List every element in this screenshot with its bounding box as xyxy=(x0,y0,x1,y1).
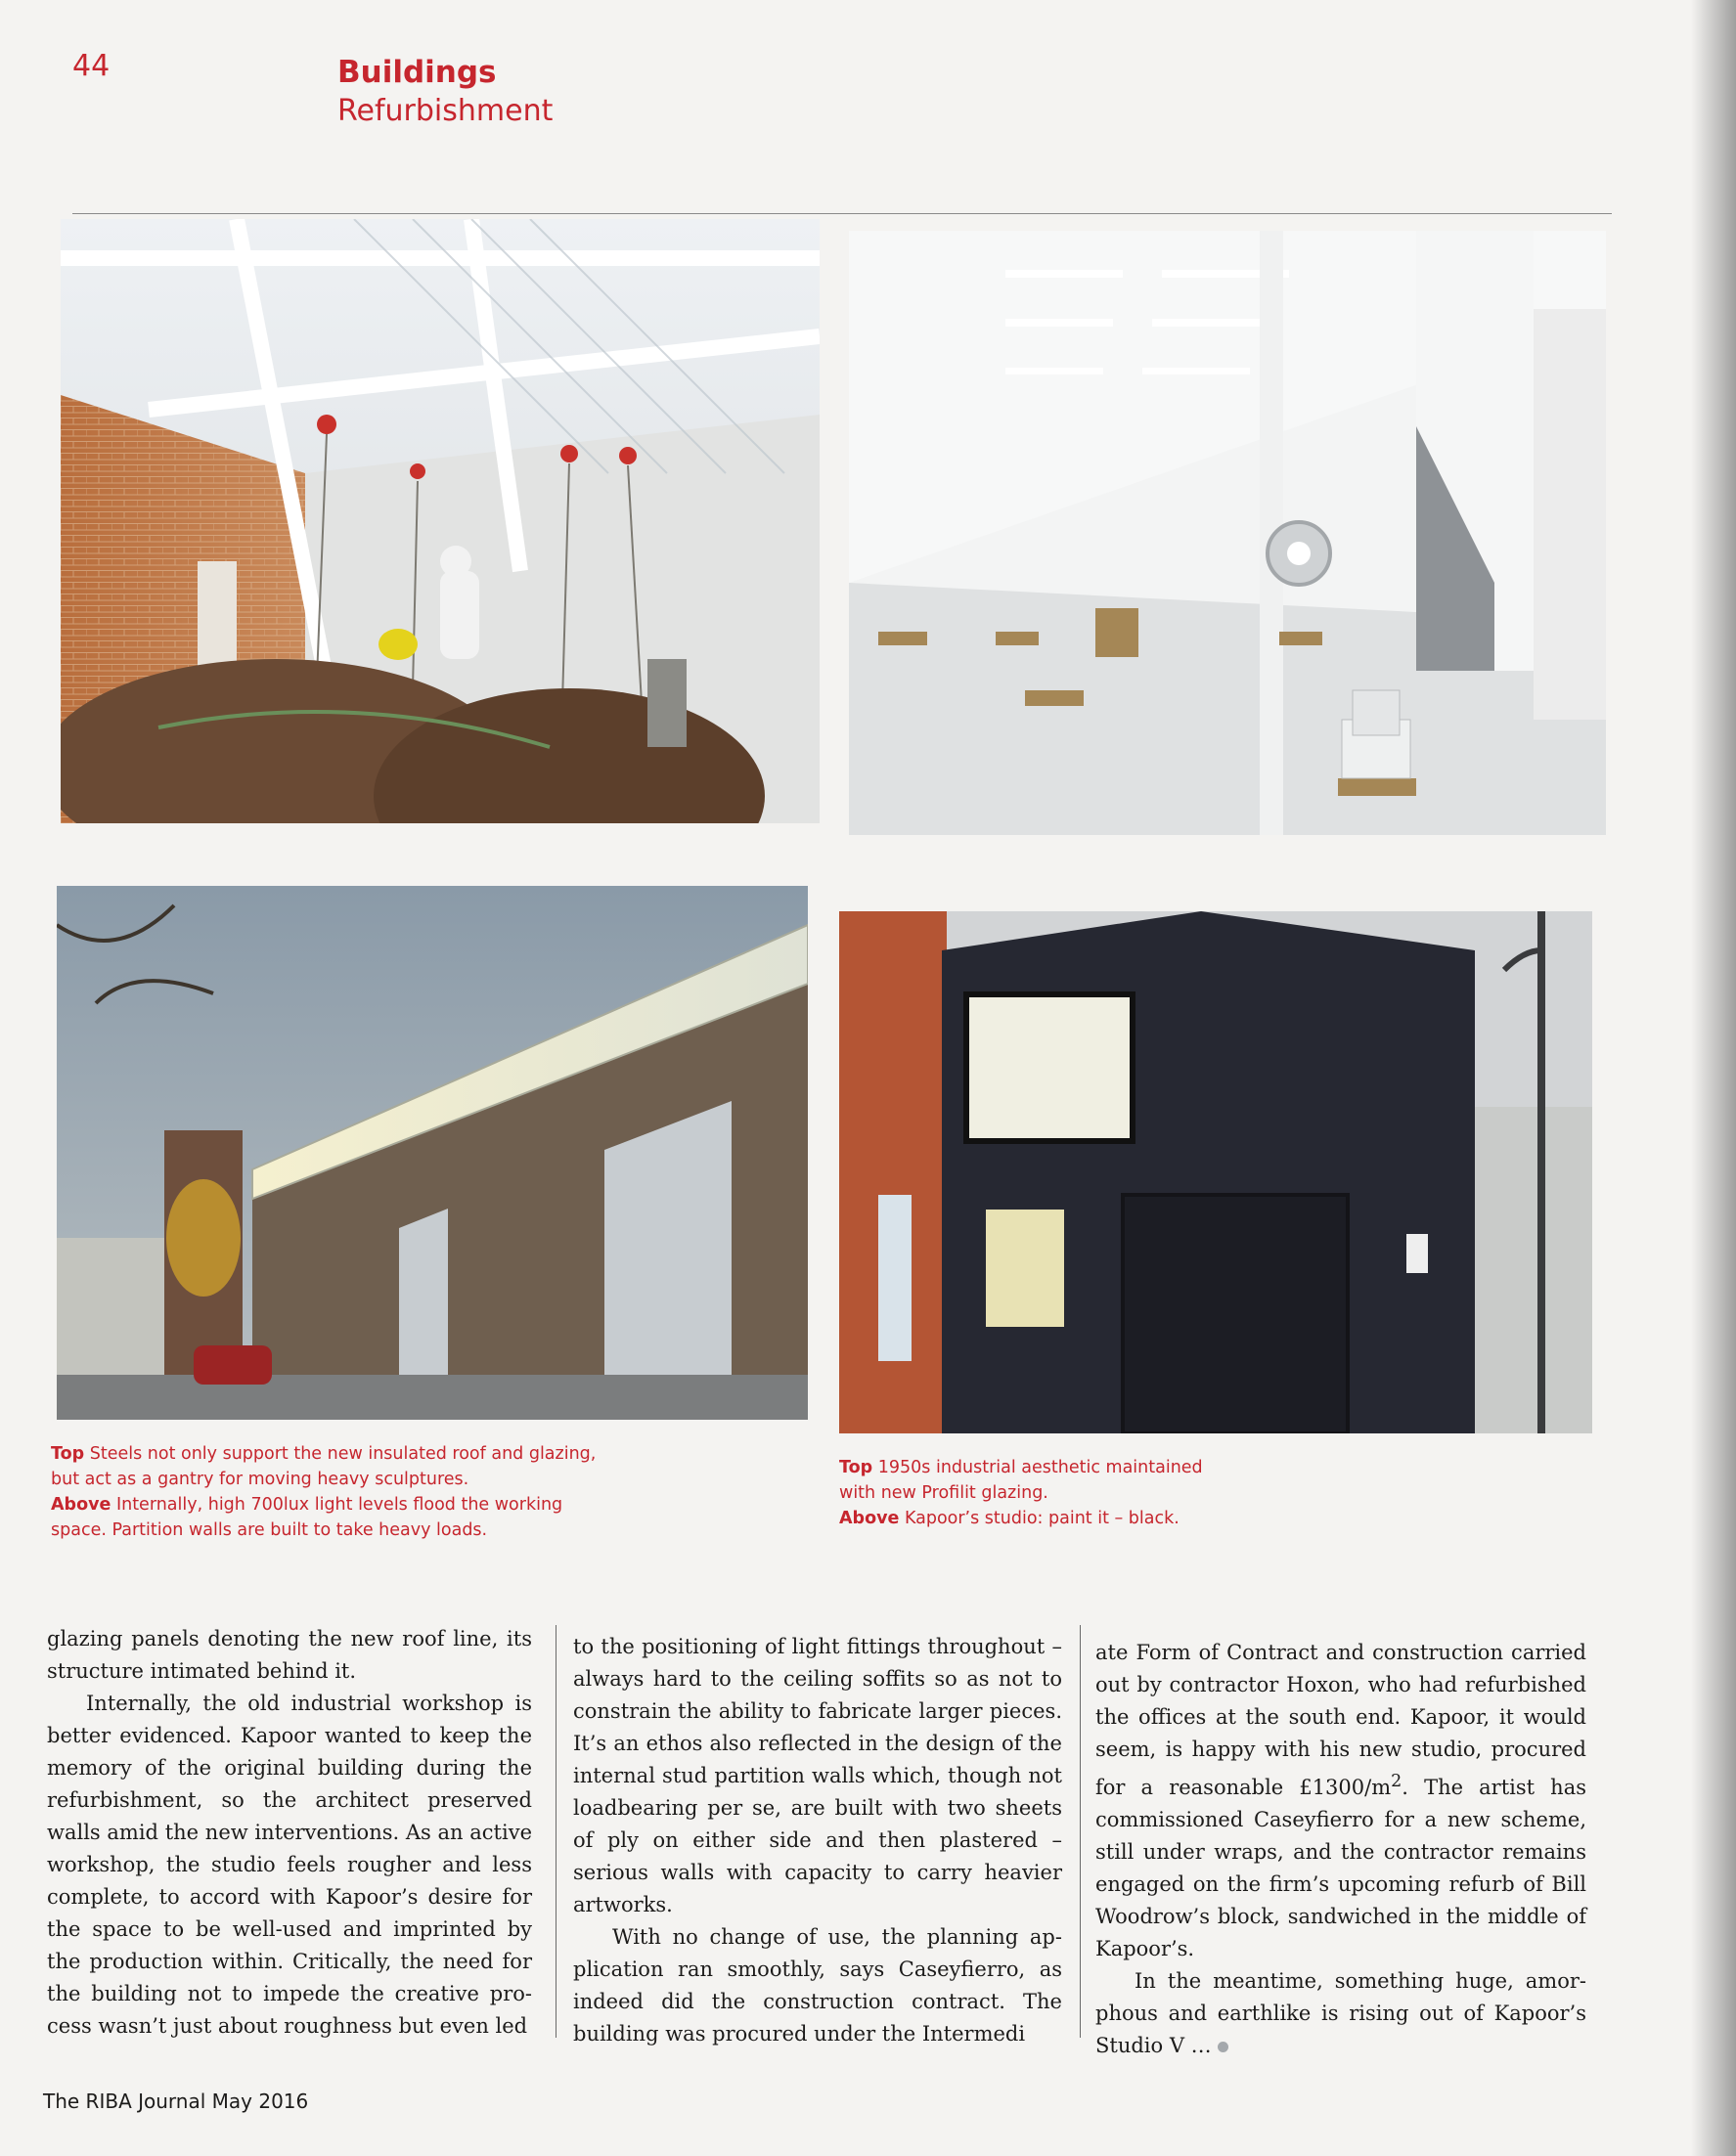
article-text: ate Form of Contract and construction carried out by contractor Hoxon, who had refurbished the offices at the south end. Kapoor, it would seem, is happy with his new studio, procured for a reasonable £1300/m xyxy=(1095,1641,1586,1799)
caption-right-above-text: Kapoor’s studio: paint it – black. xyxy=(899,1509,1180,1528)
section-heading xyxy=(337,53,553,131)
photo-street-glazing xyxy=(57,886,808,1420)
article-text: In the meantime, something huge, amorphous and earthlike is rising out of Kapoor’s Studio V … xyxy=(1095,1969,1586,2057)
article-paragraph xyxy=(1095,1637,1586,1965)
column-divider xyxy=(1080,1625,1081,2038)
caption-right-above-label: Above xyxy=(839,1509,900,1528)
footer-publication: The RIBA Journal May 2016 xyxy=(43,2090,309,2113)
article-text: . The artist has commissioned Caseyfierro for a new scheme, still under wraps, and the contractor remains engaged on the firm’s upcoming refurb of Bill Woodrow’s block, sandwiched in the middle of Kapoor’s. xyxy=(1095,1776,1586,1960)
photo-white-gallery xyxy=(849,231,1606,835)
header-rule xyxy=(72,213,1612,214)
caption-left xyxy=(51,1441,599,1543)
superscript-squared: 2 xyxy=(1391,1772,1402,1791)
page-edge-shadow xyxy=(1691,0,1736,2156)
section-subtitle: Refurbishment xyxy=(337,94,554,128)
end-mark-icon xyxy=(1218,2042,1228,2052)
article-column-3 xyxy=(1095,1637,1586,2062)
article-paragraph xyxy=(1095,1965,1586,2062)
section-title: Buildings xyxy=(337,55,497,90)
article-paragraph: With no change of use, the planning application ran smoothly, says Caseyfierro, as indeed did the construction contract. The building was procured under the Intermedi xyxy=(573,1925,1062,2046)
page-number: 44 xyxy=(72,49,111,83)
caption-right xyxy=(839,1455,1211,1531)
photo-black-studio xyxy=(839,911,1592,1433)
caption-right-top-text: 1950s industrial aesthetic maintained with new Profilit glazing. xyxy=(839,1458,1203,1503)
article-paragraph: Internally, the old industrial workshop is better evidenced. Kapoor wanted to keep the memory of the original building during the refurbishment, so the architect preserved walls amid the new interventions. As an active workshop, the studio feels rougher and less complete, to accord with Kapoor’s desire for the space to be well-used and imprinted by the production within. Critically, the need for the building not to impede the creative process wasn’t just about roughness but even led xyxy=(47,1692,532,2038)
caption-right-top-label: Top xyxy=(839,1458,873,1477)
caption-left-top-text: Steels not only support the new insulated roof and glazing, but act as a gantry for moving heavy sculptures. xyxy=(51,1444,597,1489)
photo-workshop-gantry xyxy=(61,219,820,823)
caption-left-above-text: Internally, high 700lux light levels flood the working space. Partition walls are built to take heavy loads. xyxy=(51,1495,563,1540)
caption-left-above-label: Above xyxy=(51,1495,111,1515)
article-paragraph: to the positioning of light fittings throughout – always hard to the ceiling soffits so as not to constrain the ability to fabricate larger pieces. It’s an ethos also reflected in the design of the internal stud partition walls which, though not loadbearing per se, are built with two sheets of ply on either side and then plastered – serious walls with capacity to carry heavier artworks. xyxy=(573,1635,1062,1916)
article-column-1 xyxy=(47,1623,532,2043)
caption-left-top-label: Top xyxy=(51,1444,85,1464)
article-paragraph: glazing panels denoting the new roof line, its structure intimated behind it. xyxy=(47,1627,532,1683)
article-column-2 xyxy=(573,1631,1062,2050)
